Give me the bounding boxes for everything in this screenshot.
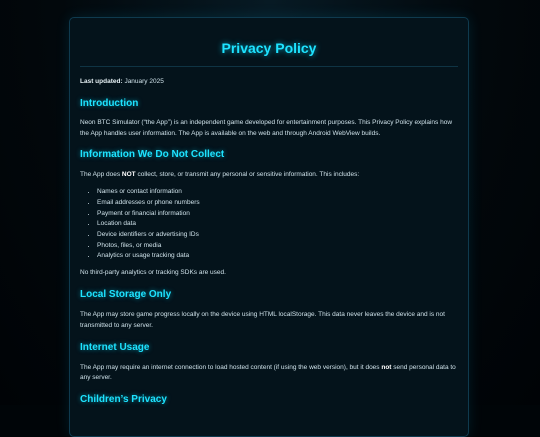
introduction-heading: Introduction (80, 97, 139, 109)
internet-emphasis: not (381, 363, 392, 371)
last-updated-label: Last updated: (80, 78, 123, 85)
internet-text (80, 363, 458, 385)
section-not-collect (80, 148, 458, 279)
list-item: • Device identifiers or advertising IDs (97, 230, 458, 241)
internet-text-end: send personal data to any server. (80, 363, 456, 382)
not-collect-lead-start: The App does (80, 171, 122, 179)
last-updated (80, 77, 458, 88)
local-storage-text: The App may store game progress locally on the device using HTML localStorage. This data never leaves the device and is not transmitted to any server. (80, 310, 445, 329)
list-item: • Analytics or usage tracking data (97, 251, 458, 262)
policy-card (69, 17, 469, 437)
title-divider (80, 66, 458, 67)
section-local-storage (80, 288, 458, 332)
not-collect-list (80, 187, 458, 262)
not-collect-emphasis: NOT (121, 171, 136, 179)
list-item: • Email addresses or phone numbers (97, 198, 458, 209)
introduction-text: Neon BTC Simulator (“the App”) is an independent game developed for entertainment purposes. This Privacy Policy explains how the App handles user information. The App is available on the web and through Android WebView builds. (80, 118, 453, 137)
no-tracking-note: No third-party analytics or tracking SDKs are used. (80, 269, 226, 277)
list-item: • Names or contact information (97, 187, 458, 198)
children-heading: Children’s Privacy (80, 394, 167, 406)
last-updated-value: January 2025 (124, 78, 164, 85)
not-collect-heading: Information We Do Not Collect (80, 149, 225, 161)
not-collect-lead (80, 170, 458, 181)
page-title: Privacy Policy (221, 40, 317, 56)
section-children-privacy (80, 393, 458, 406)
section-internet-usage (80, 341, 458, 385)
internet-text-start: The App may require an internet connection to load hosted content (if using the web version), but it does (80, 363, 382, 371)
not-collect-lead-end: collect, store, or transmit any personal or sensitive information. This includes: (135, 171, 360, 179)
local-storage-heading: Local Storage Only (80, 288, 172, 300)
list-item: • Photos, files, or media (97, 241, 458, 252)
list-item: • Location data (97, 219, 458, 230)
internet-heading: Internet Usage (80, 341, 150, 353)
list-item: • Payment or financial information (97, 209, 458, 220)
section-introduction (80, 97, 458, 140)
